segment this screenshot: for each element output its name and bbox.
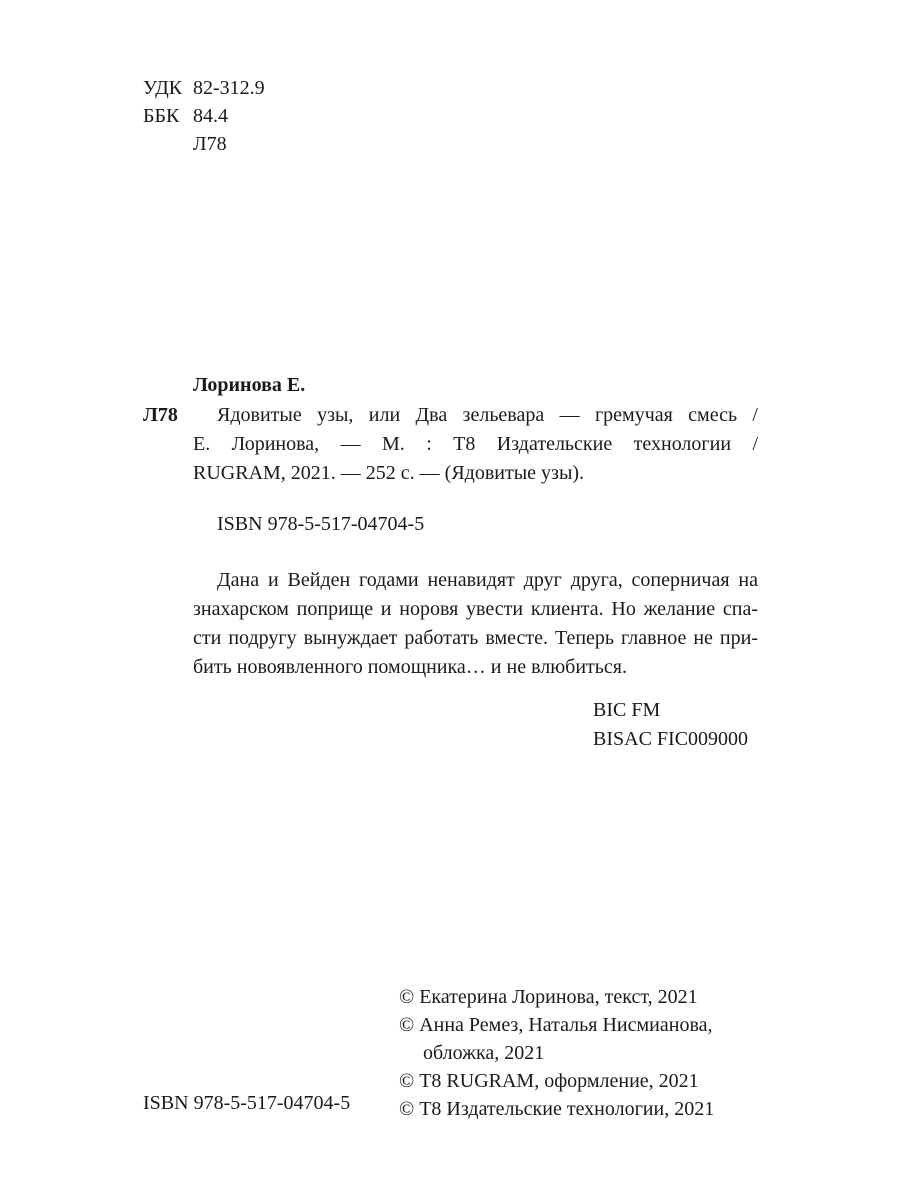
udk-value: 82-312.9 bbox=[193, 77, 265, 99]
bbk-row bbox=[143, 102, 228, 130]
annotation-line: бить новоявленного помощника… и не влюбиться. bbox=[193, 656, 627, 678]
description-line: RUGRAM, 2021. — 252 с. — (Ядовитые узы). bbox=[193, 462, 585, 484]
author-mark: Л78 bbox=[193, 133, 227, 155]
isbn-footer: ISBN 978-5-517-04704-5 bbox=[143, 1092, 351, 1114]
description-line: Ядовитые узы, или Два зельевара — гремучая смесь / bbox=[217, 404, 758, 426]
annotation-line: сти подругу вынуждает работать вместе. Теперь главное не при- bbox=[193, 627, 758, 649]
copyright-line: © Т8 RUGRAM, оформление, 2021 bbox=[399, 1070, 699, 1092]
copyright-line: © Т8 Издательские технологии, 2021 bbox=[399, 1098, 715, 1120]
copyright-line: © Екатерина Лоринова, текст, 2021 bbox=[399, 986, 698, 1008]
bibliographic-description bbox=[193, 401, 758, 488]
annotation-line: знахарском поприще и норовя увести клиента. Но желание спа- bbox=[193, 598, 758, 620]
annotation-line: Дана и Вейден годами ненавидят друг друга, соперничая на bbox=[217, 569, 758, 591]
author-code: Л78 bbox=[143, 404, 178, 426]
bisac-code: BISAC FIC009000 bbox=[593, 728, 749, 750]
copyright-line: © Анна Ремез, Наталья Нисмианова, bbox=[399, 1014, 713, 1036]
annotation bbox=[193, 566, 758, 682]
bbk-value: 84.4 bbox=[193, 105, 228, 127]
isbn-record: ISBN 978-5-517-04704-5 bbox=[217, 513, 425, 535]
description-line: Е. Лоринова, — М. : Т8 Издательские технологии / bbox=[193, 433, 758, 455]
author-mark-row bbox=[143, 130, 227, 158]
bic-code: BIC FM bbox=[593, 699, 661, 721]
copyright-line: обложка, 2021 bbox=[423, 1042, 545, 1064]
udk-row bbox=[143, 74, 265, 102]
bbk-label: ББК bbox=[143, 105, 180, 127]
udk-label: УДК bbox=[143, 77, 183, 99]
author-name: Лоринова Е. bbox=[193, 374, 306, 396]
copyright-block bbox=[399, 983, 714, 1123]
subject-codes bbox=[593, 696, 748, 754]
